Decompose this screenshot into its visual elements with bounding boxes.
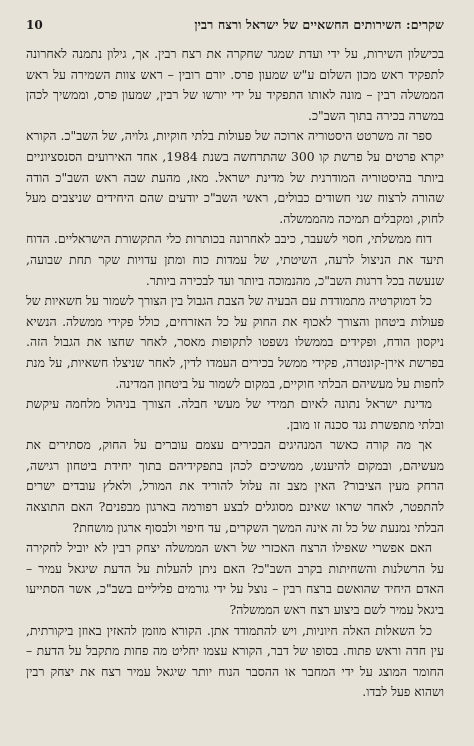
- paragraph-7: האם אפשרי שאפילו הרצח האכזרי של ראש הממשלה יצחק רבין לא יוביל לחקירה על הרשלנות והשחיתות בקרב השב"כ? האם ניתן להעלות על הדעת שיגאל עמיר – האדם היחיד שהואשם ברצח רבין – נוצל על ידי גורמים פליליים בשב"כ, אשר הסתייעו ביגאל עמיר לשם ביצוע רצח ראש הממשלה?: [26, 540, 444, 618]
- paragraph-3: דוח ממשלתי, חסוי לשעבר, כיבב לאחרונה בכותרות כלי התקשורת הישראליים. הדוח תיעד את הניצול לרעה, השיטתי, של עמדות כוח ומתן עדויות שקר תחת שבועה, שנעשה בכל דרגות השב"כ, מהנמוכה ביותר ועד לבכירה ביותר.: [26, 231, 444, 288]
- paragraph-6: אך מה קורה כאשר המנהיגים הבכירים עצמם עוברים על החוק, מסתירים את מעשיהם, ובמקום להיענש, ממשיכים לכהן בתפקידיהם בתוך יחידת ביטחון רגישה, הרחק מעין הציבור? האין מצב זה עלול להוריד את המורל, ולאלץ עובדים ישרים להתפטר, לאחר שראו שאינם מסוגלים לבצע רפורמה בארגון מבפנים? האם התוצאה הבלתי נמנעת של כל זה אינה המשך השקרים, עד חיפוי ולבסוף ארגון מושחת?: [26, 437, 444, 535]
- running-head-title: שקרים: השירותים החשאיים של ישראל ורצח רבין: [194, 17, 444, 32]
- paragraph-8: כל השאלות האלה חיוניות, ויש להתמודד אתן. הקורא מוזמן להאזין באוזן ביקורתית, עין חדה וראש פתוח. בסופו של דבר, הקורא עצמו יחליט מה פחות מתקבל על הדעת – החומר המוצג על ידי המחבר או ההסבר הנוח יותר שיגאל עמיר רצח את יצחק רבין ושהוא פעל לבדו.: [26, 622, 444, 700]
- paragraph-1: בכישלון השירות, על ידי ועדת שמגר שחקרה את רצח רבין. אך, גילון נתמנה לאחרונה לתפקיד ראש מכון השלום ע"ש שמעון פרס. יורם רובין – ראש צוות השמירה על ראש הממשלה רבין – מונה לאותו התפקיד על ידי יורשו של רבין, שמעון פרס, וממשיך לכהן במשרה בכירה בתוך השב"כ.: [26, 46, 444, 123]
- page-number: 10: [26, 18, 43, 32]
- body-text: [26, 44, 444, 703]
- paragraph-4: כל דמוקרטיה מתמודדת עם הבעיה של הצבת הגבול בין הצורך לשמור על חשאיות של פעולות ביטחון והצורך לאכוף את החוק על כל האזרחים, כולל פקידי ממשלה. הנשיא ניקסון הודח, ופקידים בממשלו נשפטו לתקופות מאסר, לאחר שחצו את הגבול הזה. בפרשת אירן-קונטרה, פקידי ממשל בכירים העמדו לדין, לאחר שניצלו חשאיות, על מנת לחפות על מעשיהם הבלתי חוקיים, במקום לשמור על ביטחון המדינה.: [26, 293, 444, 391]
- paragraph-2: ספר זה משרטט היסטוריה ארוכה של פעולות בלתי חוקיות, גלויה, של השב"כ. הקורא יקרא פרטים על פרשת קו 300 שהתרחשה בשנת 1984, אחד האירועים הסנסציוניים ביותר בהיסטוריה המודרנית של מדינת ישראל. מאז, מהעת שבה ראש השב"כ הודה שהורה לרצוח שני חשודים כבולים, ראשי השב"כ יודעים שהם היחידים שניצבים מעל לחוק, ומקבלים תמיכה מהממשלה.: [26, 128, 444, 226]
- running-head: [26, 18, 444, 32]
- paragraph-5: מדינת ישראל נתונה לאיום תמידי של מעשי חבלה. הצורך בניהול מלחמה עיקשת ובלתי מתפשרת נגד סכנה זו מובן.: [26, 396, 444, 432]
